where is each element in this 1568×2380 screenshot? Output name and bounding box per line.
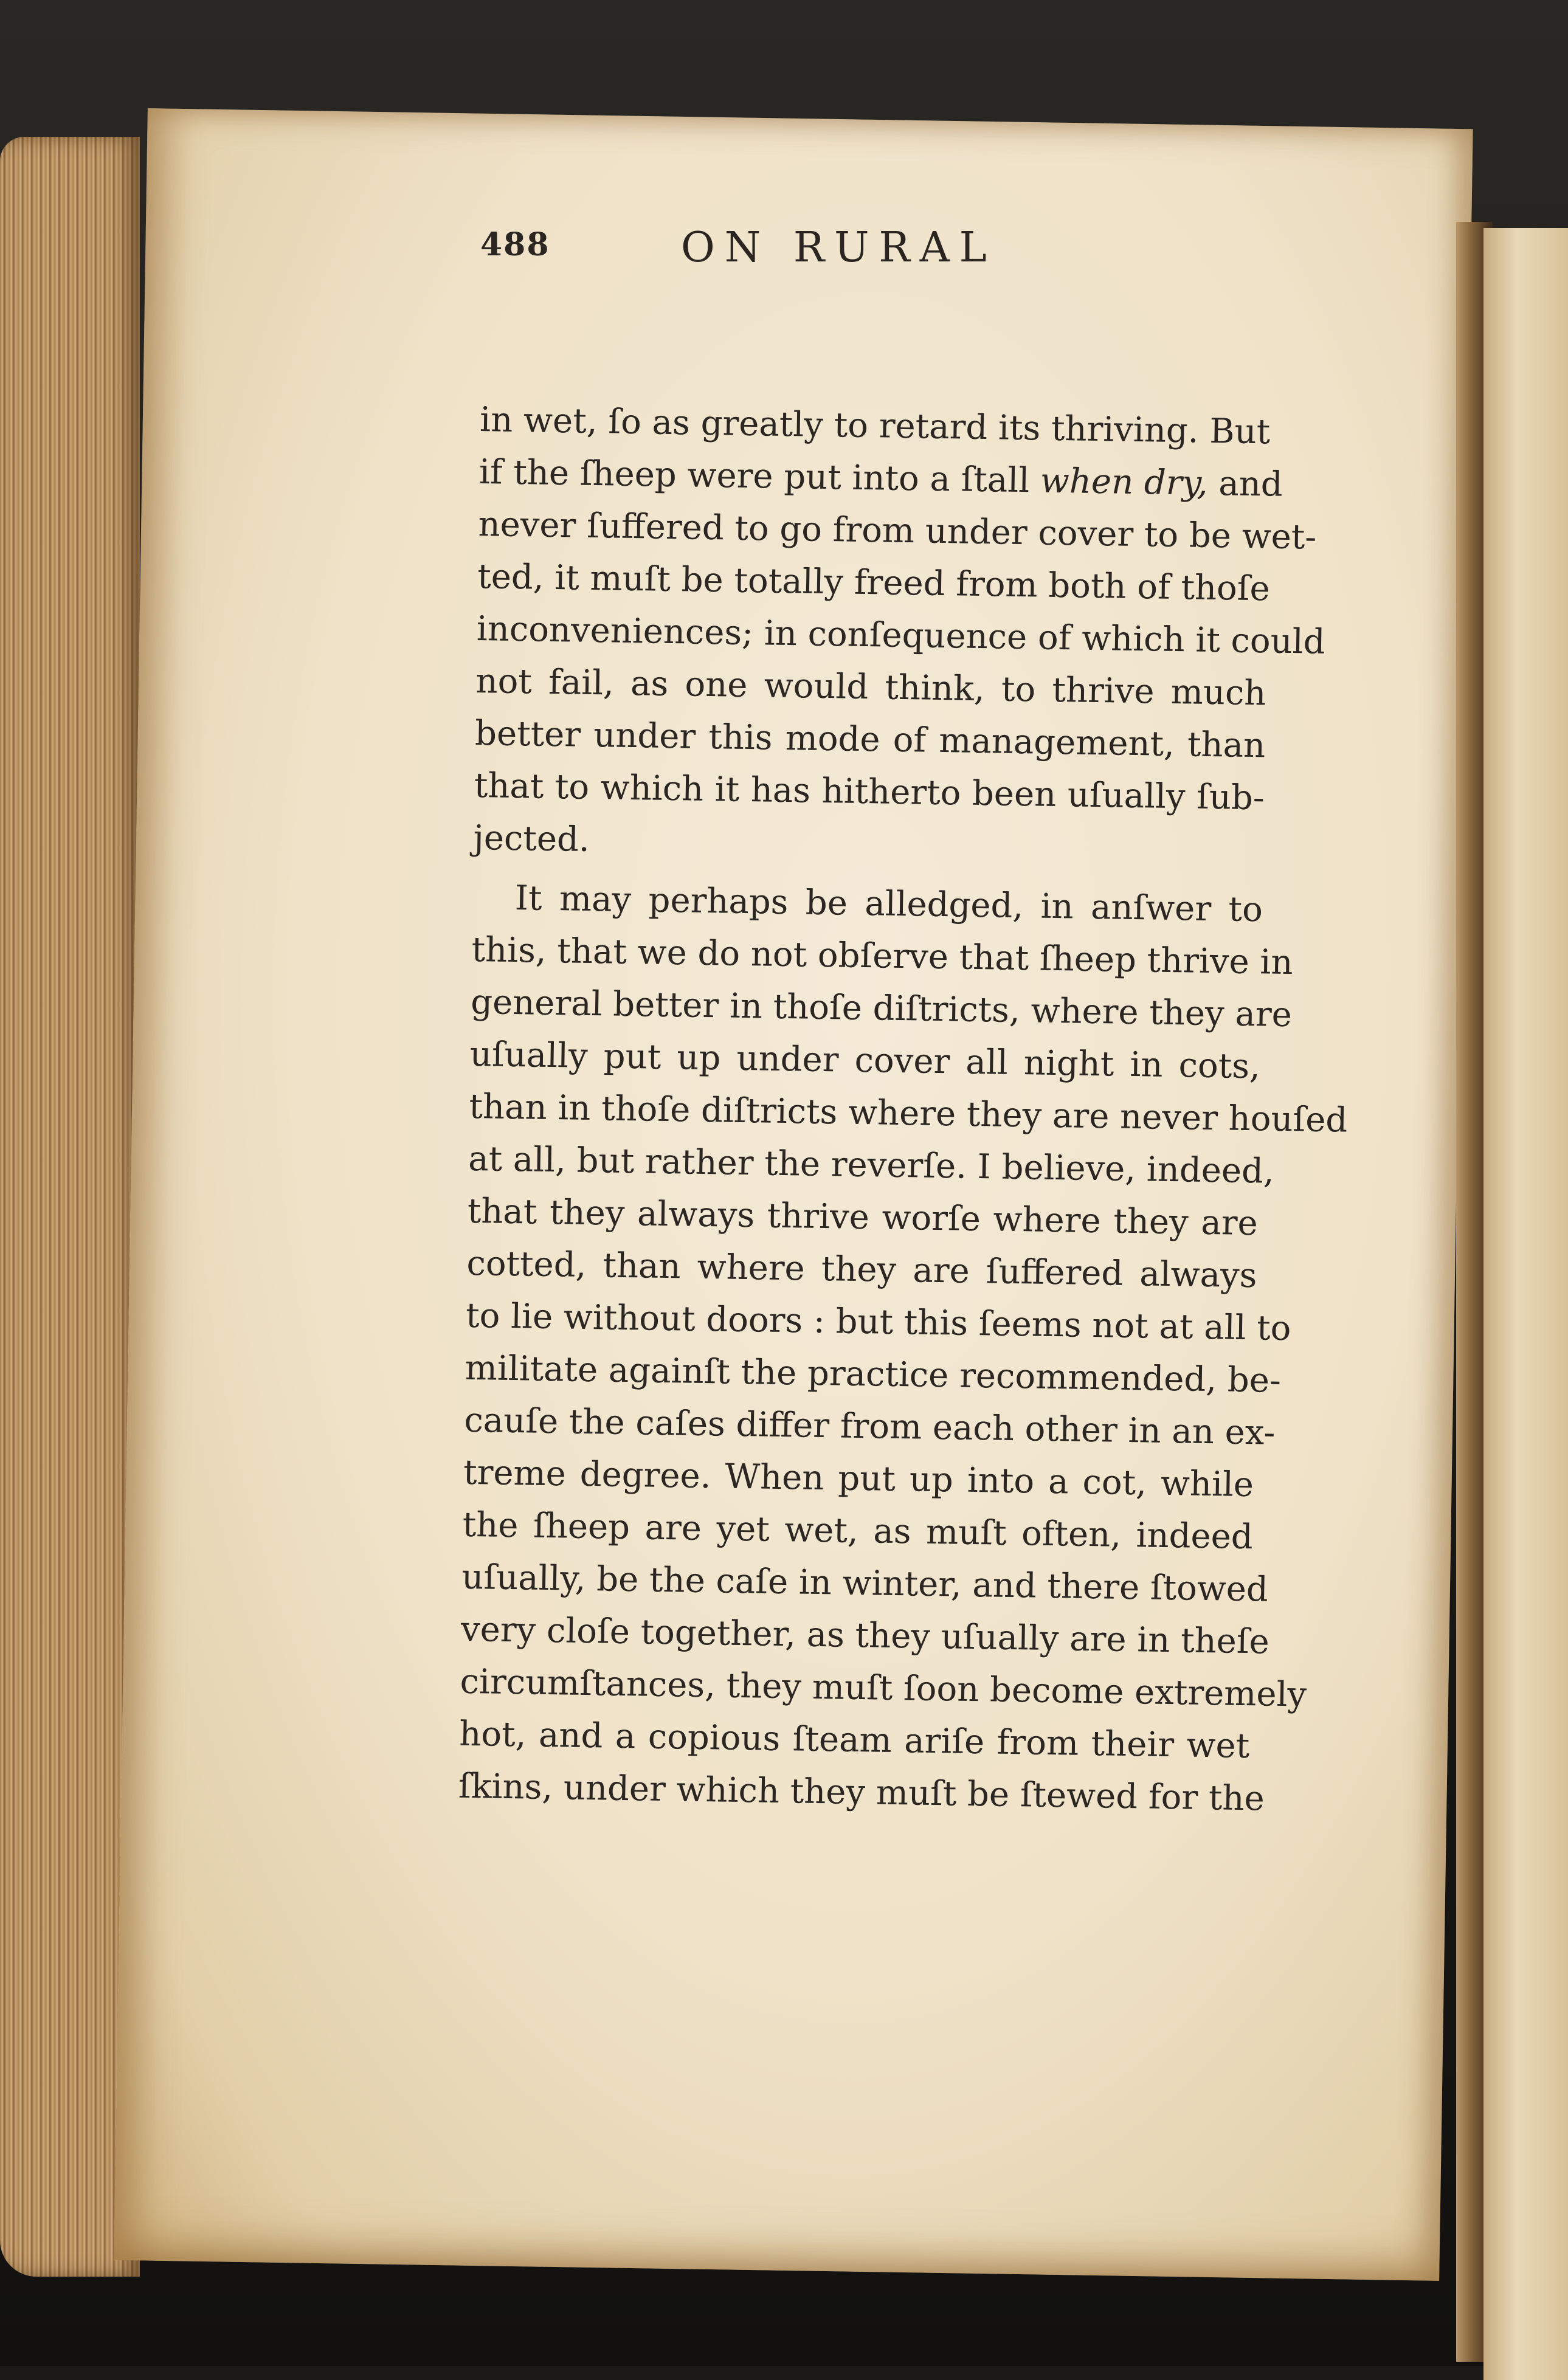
text-line: than in thoſe diſtricts where they are never houſed [469, 1086, 1348, 1140]
body-text [458, 394, 1348, 1825]
italic-phrase: when dry, [1040, 461, 1209, 503]
text-line: uſually put up under cover all night in cots, [469, 1034, 1261, 1087]
text-line: circumſtances, they muſt ſoon become extremely [460, 1661, 1307, 1715]
text-line: at all, but rather the reverſe. I believe, indeed, [468, 1139, 1275, 1192]
text-span: and [1207, 463, 1283, 505]
text-line: to lie without doors : but this ſeems not at all to [465, 1295, 1291, 1349]
next-page-edge [1483, 228, 1568, 2380]
text-line: ſkins, under which they muſt be ſtewed for the [458, 1766, 1265, 1819]
text-line: ted, it muſt be totally freed from both of thoſe [477, 556, 1271, 609]
text-line: uſually, be the caſe in winter, and there ſtowed [461, 1557, 1269, 1610]
paragraph-1 [473, 394, 1325, 877]
running-title: ON RURAL [681, 224, 996, 272]
page-number: 488 [480, 226, 550, 263]
text-line: very cloſe together, as they uſually are in theſe [460, 1609, 1270, 1662]
text-line: It may perhaps be alledged, in anſwer to [514, 878, 1263, 930]
text-line: this, that we do not obſerve that ſheep thrive in [471, 930, 1293, 983]
text-line: not fail, as one would think, to thrive much [475, 661, 1266, 714]
text-line: that they always thrive worſe where they are [467, 1191, 1259, 1244]
text-line: cauſe the caſes differ from each other in an ex- [463, 1400, 1276, 1453]
text-line: that to which it has hitherto been uſually ſub- [474, 765, 1265, 818]
text-line: the ſheep are yet wet, as muſt often, indeed [462, 1505, 1254, 1557]
text-line: inconveniences; in conſequence of which it could [476, 609, 1325, 662]
text-line: jected. [473, 818, 590, 860]
text-line: hot, and a copious ſteam ariſe from their wet [458, 1714, 1250, 1767]
paragraph-2 [458, 872, 1348, 1825]
text-line: general better in thoſe diſtricts, where they are [470, 982, 1293, 1035]
text-line: never ſuffered to go from under cover to be wet- [478, 504, 1317, 557]
text-line: militate againſt the practice recommended, be- [465, 1348, 1282, 1401]
text-line: cotted, than where they are ſuffered always [466, 1243, 1257, 1296]
text-line: better under this mode of management, than [474, 713, 1266, 766]
page-header [340, 213, 1070, 286]
text-line: in wet, ſo as greatly to retard its thriving. But [479, 399, 1271, 452]
text-line: treme degree. When put up into a cot, while [463, 1452, 1254, 1505]
text-span: if the ſheep were put into a ſtall [478, 452, 1030, 501]
